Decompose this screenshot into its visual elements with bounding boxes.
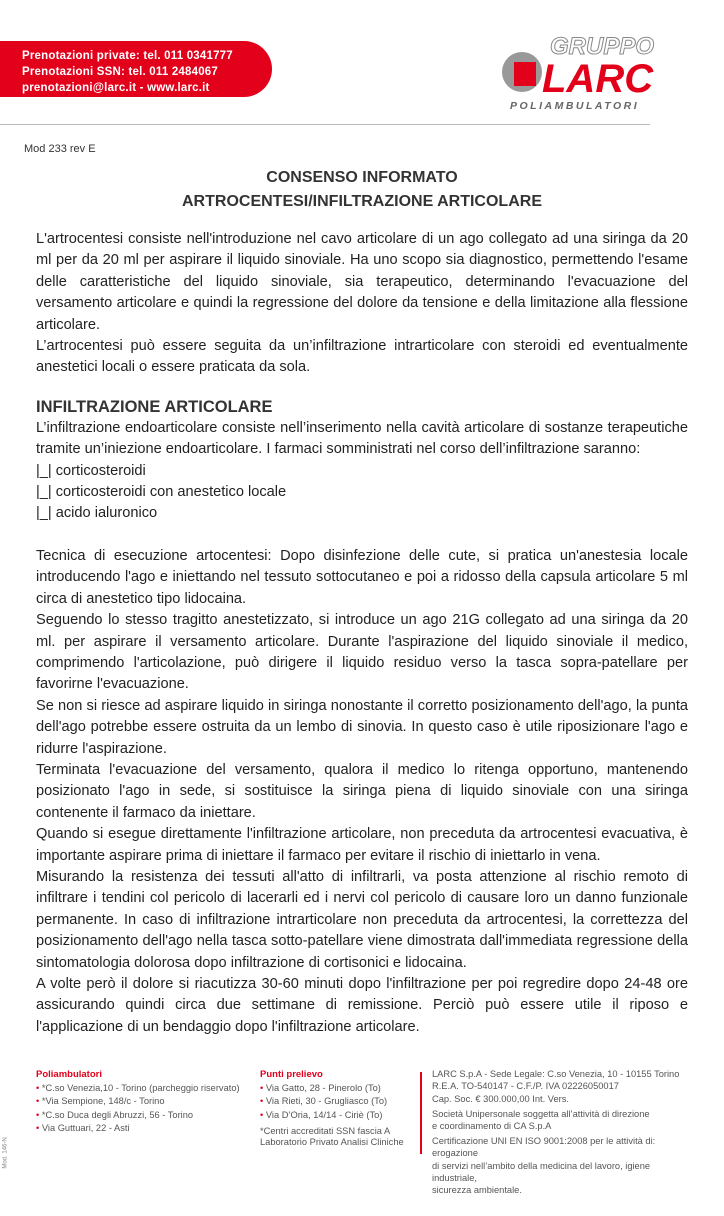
footer-company-info [432,1068,688,1196]
title-line-1: CONSENSO INFORMATO [266,169,458,186]
footer-poliambulatori [36,1068,246,1136]
address: • Via Guttuari, 22 - Asti [36,1122,246,1136]
company-line: LARC S.p.A - Sede Legale: C.so Venezia, 10 - 10155 Torino [432,1069,680,1080]
option-checkbox[interactable]: |_| corticosteroidi [36,462,146,479]
address: • Via D’Oria, 14/14 - Ciriè (To) [260,1109,410,1123]
intro-paragraph: L’artrocentesi può essere seguita da un’infiltrazione intrarticolare con steroidi ed eventualmente anestetici locali o essere praticata da sola. [36,338,688,376]
footer-punti-prelievo [260,1068,410,1148]
technique-paragraph: A volte però il dolore si riacutizza 30-60 minuti dopo l'infiltrazione per poi regredire dopo 24-48 ore assicurando quindi circa due settimane di remissione. Perciò può essere utile il riposo e l'applicazione di un bendaggio dopo l'infiltrazione articolare. [36,976,688,1035]
module-code: Mod 233 rev E [24,143,96,155]
technique-paragraph: Terminata l'evacuazione del versamento, qualora il medico lo ritenga opportuno, mantenendo posizionato l'ago in sede, si sostituisce la siringa piena di liquido sinoviale con una siringa contenente il farmaco da iniettare. [36,761,688,821]
footer-heading: Punti prelievo [260,1069,323,1081]
address: • *C.so Venezia,10 - Torino (parcheggio riservato) [36,1082,246,1096]
footnote: *Centri accreditati SSN fascia A [260,1126,391,1137]
header-divider [0,124,650,125]
phone-private: Prenotazioni private: tel. 011 0341777 [22,50,233,62]
phone-ssn: Prenotazioni SSN: tel. 011 2484067 [22,66,218,78]
address: • Via Gatto, 28 - Pinerolo (To) [260,1082,410,1096]
footer-heading: Poliambulatori [36,1069,102,1081]
address: • *C.so Duca degli Abruzzi, 56 - Torino [36,1109,246,1123]
email-web: prenotazioni@larc.it - www.larc.it [22,82,210,94]
company-line: e coordinamento di CA S.p.A [432,1121,552,1132]
company-line: sicurezza ambientale. [432,1185,522,1196]
svg-text:LARC: LARC [542,57,654,101]
svg-text:POLIAMBULATORI: POLIAMBULATORI [510,100,640,112]
option-checkbox[interactable]: |_| corticosteroidi con anestetico locale [36,484,287,501]
document-body [36,229,688,1038]
larc-logo [500,32,670,112]
technique-paragraph: Misurando la resistenza dei tessuti all'atto di infiltrarli, va posta attenzione al rischio remoto di infiltrare i tendini col pericolo di lacerarli ed i nervi col pericolo di causare loro un danno funzionale permanente. In caso di infiltrazione intrarticolare non preceduta da artrocentesi, la correttezza del posizionamento dell'ago nella tasca sotto-patellare viene dimostrata dall'immediata regressione della sintomatologia dolorosa dopo infiltrazione di cortisonici e lidocaina. [36,868,688,971]
section-paragraph: L’infiltrazione endoarticolare consiste nell’inserimento nella cavità articolare di sostanze terapeutiche tramite un’iniezione endoarticolare. I farmaci somministrati nel corso dell’infiltrazione saranno: [36,419,688,458]
footer [36,1068,688,1196]
svg-text:GRUPPO: GRUPPO [550,33,655,60]
contact-banner [0,41,272,97]
company-line: Certificazione UNI EN ISO 9001:2008 per le attività di: erogazione [432,1136,656,1159]
title-line-2: ARTROCENTESI/INFILTRAZIONE ARTICOLARE [182,193,542,210]
technique-paragraph: Seguendo lo stesso tragitto anestetizzato, si introduce un ago 21G collegato ad una siringa da 20 ml. per aspirare il versamento articolare. Durante l'aspirazione del liquido sinoviale il medico, comprimendo l'articolazione, può dirigere il liquido residuo verso la tasca sopra-patellare per favorirne l'evacuazione. [36,612,688,693]
section-heading: INFILTRAZIONE ARTICOLARE [36,397,273,416]
address: • *Via Sempione, 148/c - Torino [36,1095,246,1109]
intro-paragraph: L'artrocentesi consiste nell'introduzione nel cavo articolare di un ago collegato ad una siringa da 20 ml per da 20 ml per aspirare il liquido sinoviale. Ha uno scopo sia diagnostico, permettendo l'esame delle caratteristiche del liquido sinoviale, sia terapeutico, determinando l'evacuazione del versamento articolare e quindi la regressione del dolore da tensione e della limitazione alla flessione articolare. [36,231,688,333]
technique-paragraph: Se non si riesce ad aspirare liquido in siringa nonostante il corretto posizionamento dell'ago, la punta dell'ago potrebbe essere ostruita da un lembo di sinovia. In questo caso è utile riposizionare l'ago e ridurre l'aspirazione. [36,697,688,757]
footnote: Laboratorio Privato Analisi Cliniche [260,1137,404,1148]
company-line: R.E.A. TO-540147 - C.F./P. IVA 02226050017 [432,1081,619,1092]
footer-module-code: Mod. 146-N [2,1137,9,1169]
address: • Via Rieti, 30 - Grugliasco (To) [260,1095,410,1109]
company-line: Società Unipersonale soggetta all’attività di direzione [432,1108,650,1119]
option-checkbox[interactable]: |_| acido ialuronico [36,505,158,522]
company-line: Cap. Soc. € 300.000,00 Int. Vers. [432,1093,569,1104]
technique-paragraph: Tecnica di esecuzione artocentesi: Dopo disinfezione delle cute, si pratica un'anestesia locale introducendo l'ago e iniettando nel tessuto sottocutaneo e poi a ridosso della capsula articolare 5 ml circa di anestetico tipo lidocaina. [36,547,688,607]
company-line: di servizi nell’ambito della medicina del lavoro, igiene industriale, [432,1160,651,1183]
technique-paragraph: Quando si esegue direttamente l'infiltrazione articolare, non preceduta da artrocentesi evacuativa, è importante aspirare prima di iniettare il farmaco per evitare il rischio di iniettarlo in vena. [36,826,688,864]
footer-divider [420,1072,422,1154]
